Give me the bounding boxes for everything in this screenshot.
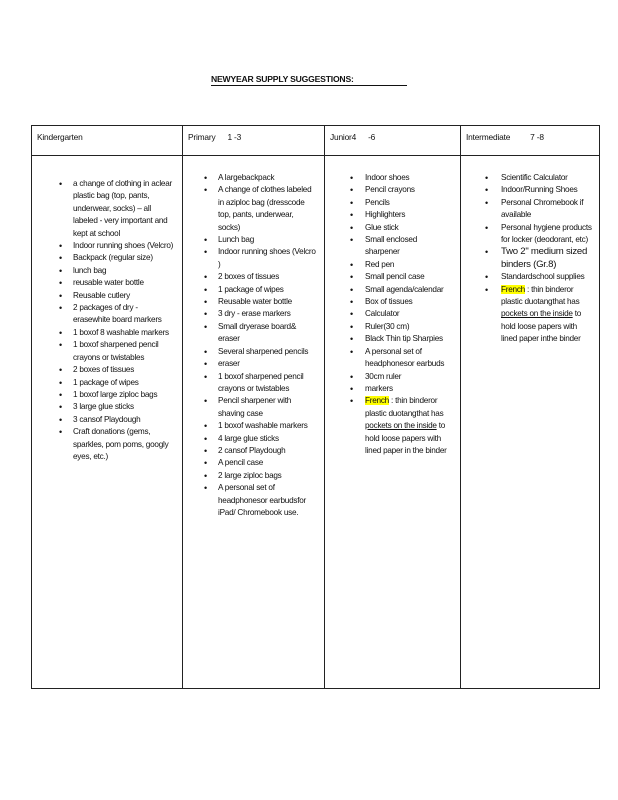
list-item: • 1 boxof sharpened pencil crayons or twistables bbox=[183, 371, 324, 396]
list-item: • 3 cansof Playdough bbox=[32, 414, 182, 426]
header-junior bbox=[325, 126, 461, 156]
kindergarten-list bbox=[32, 178, 182, 463]
list-item: • Standardschool supplies bbox=[461, 271, 599, 283]
list-item: • 1 boxof 8 washable markers bbox=[32, 327, 182, 339]
list-item: • 3 large glue sticks bbox=[32, 401, 182, 413]
french-text: : thin binderor plastic duotangthat has bbox=[501, 284, 580, 307]
list-item: • Black Thin tip Sharpies bbox=[325, 333, 460, 345]
list-item: • Pencils bbox=[325, 197, 460, 209]
table-body-row bbox=[32, 156, 600, 689]
french-list-item bbox=[325, 395, 460, 457]
list-item: • A largebackpack bbox=[183, 172, 324, 184]
column-heading: Primary bbox=[188, 132, 216, 142]
grade-range: 1 -3 bbox=[227, 132, 242, 142]
list-item: • Indoor running shoes (Velcro) bbox=[32, 240, 182, 252]
list-item: • 1 boxof sharpened pencil crayons or twistables bbox=[32, 339, 182, 364]
list-item: • Small agenda/calendar bbox=[325, 284, 460, 296]
list-item: • markers bbox=[325, 383, 460, 395]
list-item: • a change of clothing in aclear plastic bag (top, pants, underwear, socks) – all labeled - very important and kept at school bbox=[32, 178, 182, 240]
french-underlined-text: pockets on the inside bbox=[365, 421, 437, 431]
french-rest-text: to hold loose papers with lined paper inthe binder bbox=[501, 309, 582, 344]
list-item: • Small dryerase board& eraser bbox=[183, 321, 324, 346]
list-item: • Two 2" medium sized binders (Gr.8) bbox=[461, 246, 599, 271]
list-item: • Box of tissues bbox=[325, 296, 460, 308]
primary-column bbox=[183, 156, 325, 689]
list-item: • lunch bag bbox=[32, 265, 182, 277]
list-item: • A personal set of headphonesor earbudsfor iPad/ Chromebook use. bbox=[183, 482, 324, 519]
list-item: • Backpack (regular size) bbox=[32, 252, 182, 264]
list-item: • Reusable cutlery bbox=[32, 290, 182, 302]
list-item: • 2 packages of dry - erasewhite board markers bbox=[32, 302, 182, 327]
primary-list bbox=[183, 172, 324, 519]
list-item: • 4 large glue sticks bbox=[183, 433, 324, 445]
list-item: • Pencil sharpener with shaving case bbox=[183, 395, 324, 420]
list-item: • Indoor/Running Shoes bbox=[461, 184, 599, 196]
list-item: • Highlighters bbox=[325, 209, 460, 221]
list-item: • Personal hygiene products for locker (deodorant, etc) bbox=[461, 222, 599, 247]
list-item: • Personal Chromebook if available bbox=[461, 197, 599, 222]
list-item: • Pencil crayons bbox=[325, 184, 460, 196]
french-text: : thin binderor plastic duotangthat has bbox=[365, 396, 444, 418]
list-item: • Ruler(30 cm) bbox=[325, 321, 460, 333]
list-item: • Indoor shoes bbox=[325, 172, 460, 184]
column-heading: Kindergarten bbox=[37, 132, 83, 142]
list-item: • A personal set of headphonesor earbuds bbox=[325, 346, 460, 371]
list-item: • 1 package of wipes bbox=[32, 377, 182, 389]
junior-list bbox=[325, 172, 460, 457]
list-item: • Small enclosed sharpener bbox=[325, 234, 460, 259]
list-item: • Indoor running shoes (Velcro ) bbox=[183, 246, 324, 271]
intermediate-column bbox=[461, 156, 600, 689]
list-item: • 1 package of wipes bbox=[183, 284, 324, 296]
list-item: • Small pencil case bbox=[325, 271, 460, 283]
list-item: • Calculator bbox=[325, 308, 460, 320]
list-item: • Glue stick bbox=[325, 222, 460, 234]
list-item: • 3 dry - erase markers bbox=[183, 308, 324, 320]
list-item: • Scientific Calculator bbox=[461, 172, 599, 184]
list-item: • eraser bbox=[183, 358, 324, 370]
list-item: • Red pen bbox=[325, 259, 460, 271]
list-item: • 30cm ruler bbox=[325, 371, 460, 383]
page-title: NEWYEAR SUPPLY SUGGESTIONS: bbox=[211, 74, 407, 86]
column-heading: Intermediate bbox=[466, 132, 511, 142]
french-list-item bbox=[461, 284, 599, 346]
list-item: • A change of clothes labeled in aziploc bag (dresscode top, pants, underwear, socks) bbox=[183, 184, 324, 234]
list-item: • 2 boxes of tissues bbox=[32, 364, 182, 376]
list-item: • 2 cansof Playdough bbox=[183, 445, 324, 457]
list-item: • 1 boxof large ziploc bags bbox=[32, 389, 182, 401]
french-rest-text: to hold loose papers with lined paper in the binder bbox=[365, 421, 447, 455]
list-item: • Lunch bag bbox=[183, 234, 324, 246]
table-header-row bbox=[32, 126, 600, 156]
list-item: • 1 boxof washable markers bbox=[183, 420, 324, 432]
intermediate-list bbox=[461, 172, 599, 346]
supply-table bbox=[31, 125, 600, 689]
list-item: • 2 boxes of tissues bbox=[183, 271, 324, 283]
grade-range: 7 -8 bbox=[530, 132, 544, 142]
list-item: • Craft donations (gems, sparkles, pom poms, googly eyes, etc.) bbox=[32, 426, 182, 463]
list-item: • A pencil case bbox=[183, 457, 324, 469]
header-kindergarten bbox=[32, 126, 183, 156]
french-underlined-text: pockets on the inside bbox=[501, 309, 573, 319]
list-item: • reusable water bottle bbox=[32, 277, 182, 289]
kindergarten-column bbox=[32, 156, 183, 689]
list-item: • 2 large ziploc bags bbox=[183, 470, 324, 482]
column-heading: Junior4 bbox=[330, 132, 357, 142]
list-item: • Several sharpened pencils bbox=[183, 346, 324, 358]
header-primary bbox=[183, 126, 325, 156]
grade-range: -6 bbox=[368, 132, 376, 142]
header-intermediate bbox=[461, 126, 600, 156]
junior-column bbox=[325, 156, 461, 689]
french-label: French bbox=[501, 284, 525, 294]
french-label: French bbox=[365, 396, 389, 406]
list-item: • Reusable water bottle bbox=[183, 296, 324, 308]
